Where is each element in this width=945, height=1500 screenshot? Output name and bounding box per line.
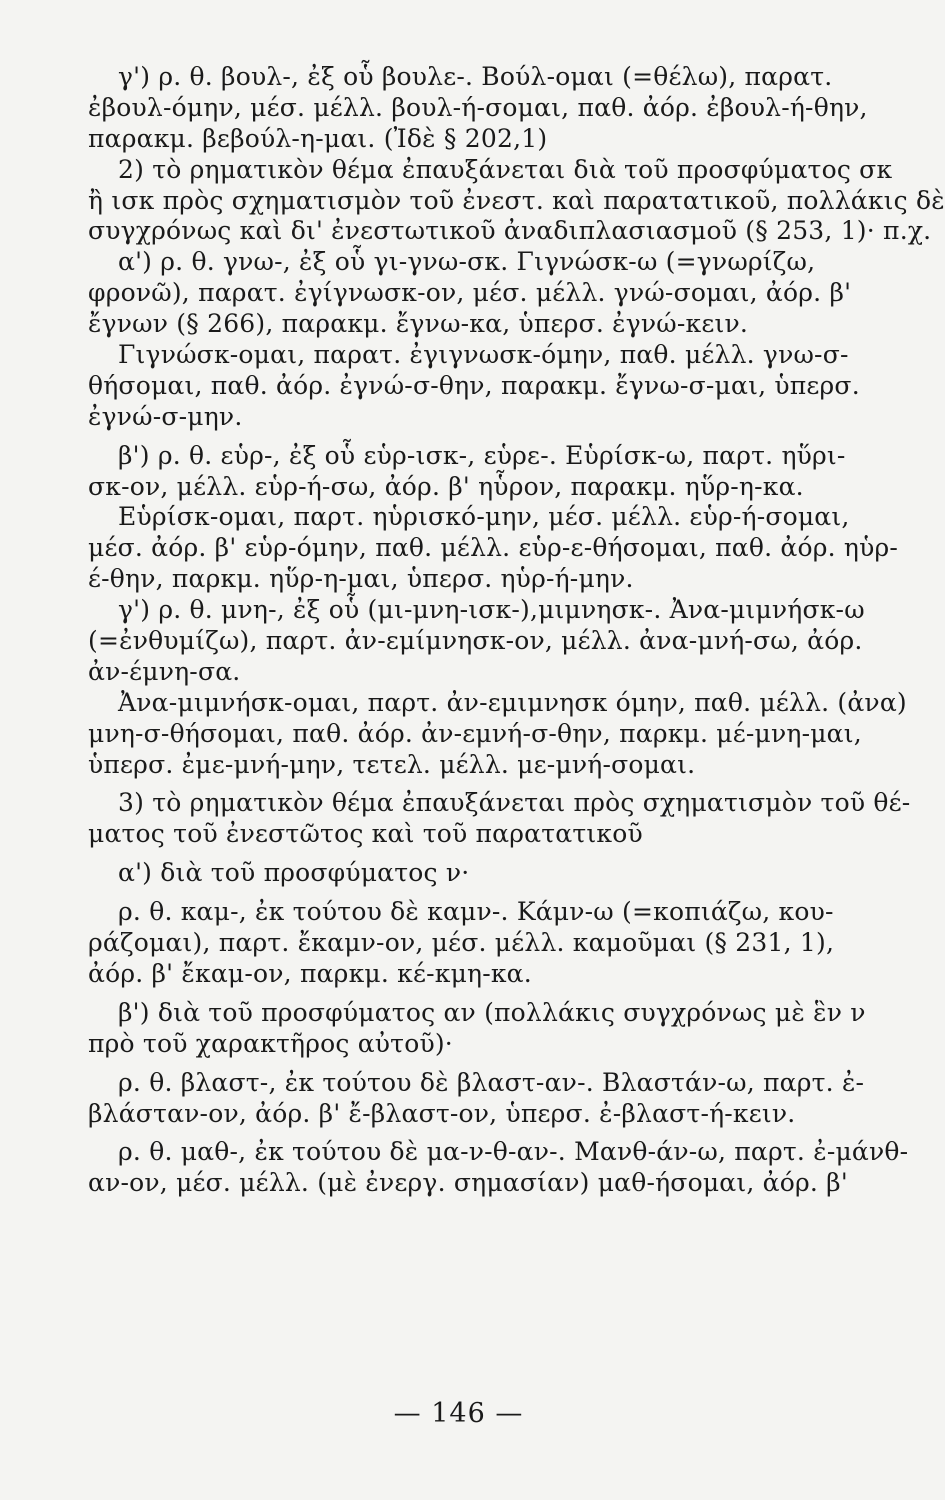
text-line: (=ἐνθυμίζω), παρτ. ἀν-εμίμνησκ-ον, μέλλ. ἀνα-μνή-σω, ἀόρ.	[88, 626, 863, 656]
text-line: ἐβουλ-όμην, μέσ. μέλλ. βουλ-ή-σομαι, παθ. ἀόρ. ἐβουλ-ή-θην,	[88, 92, 868, 122]
text-line: πρὸ τοῦ χαρακτῆρος αὐτοῦ)·	[88, 1028, 453, 1058]
text-line: βλάσταν-ον, ἀόρ. β' ἔ-βλαστ-ον, ὑπερσ. ἐ-βλαστ-ή-κειν.	[88, 1098, 796, 1128]
text-line: 2) τὸ ρηματικὸν θέμα ἐπαυξάνεται διὰ τοῦ προσφύματος σκ	[118, 154, 893, 184]
text-line: ρ. θ. μαθ-, ἐκ τούτου δὲ μα-ν-θ-αν-. Μανθ-άν-ω, παρτ. ἐ-μάνθ-	[118, 1137, 909, 1167]
text-line: συγχρόνως καὶ δι' ἐνεστωτικοῦ ἀναδιπλασιασμοῦ (§ 253, 1)· π.χ.	[88, 216, 932, 246]
text-line: γ') ρ. θ. μνη-, ἐξ οὗ (μι-μνη-ισκ-),μιμνησκ-. Ἀνα-μιμνήσκ-ω	[118, 595, 865, 625]
text-line: σκ-ον, μέλλ. εὑρ-ή-σω, ἀόρ. β' ηὗρον, παρακμ. ηὕρ-η-κα.	[88, 471, 804, 501]
text-line: αν-ον, μέσ. μέλλ. (μὲ ἐνεργ. σημασίαν) μαθ-ήσομαι, ἀόρ. β'	[88, 1168, 848, 1198]
text-line: ἀόρ. β' ἔκαμ-ον, παρκμ. κέ-κμη-κα.	[88, 958, 532, 988]
text-line: φρονῶ), παρατ. ἐγίγνωσκ-ον, μέσ. μέλλ. γνώ-σομαι, ἀόρ. β'	[88, 278, 852, 308]
text-line: 3) τὸ ρηματικὸν θέμα ἐπαυξάνεται πρὸς σχηματισμὸν τοῦ θέ-	[118, 788, 911, 818]
text-line: ἐγνώ-σ-μην.	[88, 401, 243, 431]
page-number: — 146 —	[393, 1398, 524, 1429]
text-line: β') ρ. θ. εὑρ-, ἐξ οὗ εὑρ-ισκ-, εὑρε-. Εὑρίσκ-ω, παρτ. ηὕρι-	[118, 440, 846, 470]
text-line: γ') ρ. θ. βουλ-, ἐξ οὗ βουλε-. Βούλ-ομαι (=θέλω), παρατ.	[118, 62, 833, 91]
body-text	[88, 62, 945, 1199]
text-line: Γιγνώσκ-ομαι, παρατ. ἐγιγνωσκ-όμην, παθ. μέλλ. γνω-σ-	[118, 340, 849, 370]
text-line: β') διὰ τοῦ προσφύματος αν (πολλάκις συγχρόνως μὲ ἓν ν	[118, 997, 866, 1027]
text-line: έ-θην, παρκμ. ηὕρ-η-μαι, ὑπερσ. ηὑρ-ή-μην.	[88, 564, 634, 594]
text-line: Εὑρίσκ-ομαι, παρτ. ηὑρισκό-μην, μέσ. μέλλ. εὑρ-ή-σομαι,	[118, 502, 850, 532]
text-line: ρ. θ. καμ-, ἐκ τούτου δὲ καμν-. Κάμν-ω (=κοπιάζω, κου-	[118, 897, 834, 927]
text-line: παρακμ. βεβούλ-η-μαι. (Ἰδὲ § 202,1)	[88, 123, 548, 153]
text-line: α') διὰ τοῦ προσφύματος ν·	[118, 858, 470, 888]
text-line: ὑπερσ. ἐμε-μνή-μην, τετελ. μέλλ. με-μνή-σομαι.	[88, 749, 696, 779]
text-line: ρ. θ. βλαστ-, ἐκ τούτου δὲ βλαστ-αν-. Βλαστάν-ω, παρτ. ἐ-	[118, 1067, 865, 1097]
text-line: θήσομαι, παθ. ἀόρ. ἐγνώ-σ-θην, παρακμ. ἔγνω-σ-μαι, ὑπερσ.	[88, 370, 860, 400]
text-line: α') ρ. θ. γνω-, ἐξ οὗ γι-γνω-σκ. Γιγνώσκ-ω (=γνωρίζω,	[118, 247, 816, 277]
text-line: Ἀνα-μιμνήσκ-ομαι, παρτ. ἀν-εμιμνησκ όμην, παθ. μέλλ. (ἀνα)	[118, 687, 907, 717]
text-line: μέσ. ἀόρ. β' εὑρ-όμην, παθ. μέλλ. εὑρ-ε-θήσομαι, παθ. ἀόρ. ηὑρ-	[88, 533, 899, 563]
text-line: ἀν-έμνη-σα.	[88, 656, 241, 686]
text-line: ματος τοῦ ἐνεστῶτος καὶ τοῦ παρατατικοῦ	[88, 819, 643, 849]
text-line: μνη-σ-θήσομαι, παθ. ἀόρ. ἀν-εμνή-σ-θην, παρκμ. μέ-μνη-μαι,	[88, 718, 862, 748]
text-line: ἢ ισκ πρὸς σχηματισμὸν τοῦ ἐνεστ. καὶ παρατατικοῦ, πολλάκις δὲ	[88, 185, 945, 215]
text-line: ἔγνων (§ 266), παρακμ. ἔγνω-κα, ὑπερσ. ἐγνώ-κειν.	[88, 309, 749, 339]
text-line: ράζομαι), παρτ. ἔκαμν-ον, μέσ. μέλλ. καμοῦμαι (§ 231, 1),	[88, 928, 835, 958]
